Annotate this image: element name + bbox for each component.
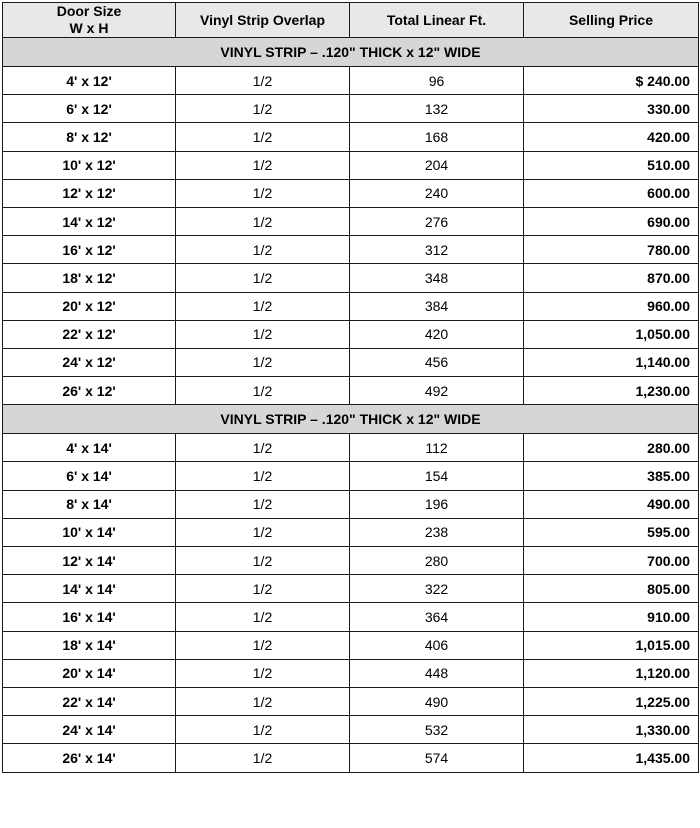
overlap-cell: 1/2 — [176, 716, 350, 744]
overlap-cell: 1/2 — [176, 377, 350, 405]
overlap-cell: 1/2 — [176, 348, 350, 376]
table-row — [3, 603, 699, 631]
table-header — [3, 3, 699, 38]
table-body — [3, 38, 699, 773]
door-size-cell: 22' x 12' — [3, 320, 176, 348]
selling-price-cell: 690.00 — [524, 207, 699, 235]
linear-ft-cell: 276 — [350, 207, 524, 235]
overlap-cell: 1/2 — [176, 179, 350, 207]
selling-price-cell: 1,230.00 — [524, 377, 699, 405]
overlap-cell: 1/2 — [176, 236, 350, 264]
door-size-cell: 26' x 12' — [3, 377, 176, 405]
door-size-cell: 20' x 14' — [3, 659, 176, 687]
linear-ft-cell: 448 — [350, 659, 524, 687]
overlap-cell: 1/2 — [176, 575, 350, 603]
linear-ft-cell: 312 — [350, 236, 524, 264]
door-size-cell: 14' x 14' — [3, 575, 176, 603]
linear-ft-cell: 112 — [350, 434, 524, 462]
overlap-cell: 1/2 — [176, 687, 350, 715]
overlap-cell: 1/2 — [176, 631, 350, 659]
section-title: VINYL STRIP – .120" THICK x 12" WIDE — [3, 38, 699, 67]
selling-price-cell: 960.00 — [524, 292, 699, 320]
door-size-cell: 18' x 14' — [3, 631, 176, 659]
selling-price-cell: 780.00 — [524, 236, 699, 264]
selling-price-cell: 910.00 — [524, 603, 699, 631]
table-row — [3, 716, 699, 744]
linear-ft-cell: 96 — [350, 67, 524, 95]
table-row — [3, 320, 699, 348]
table-row — [3, 687, 699, 715]
overlap-cell: 1/2 — [176, 264, 350, 292]
overlap-cell: 1/2 — [176, 547, 350, 575]
table-row — [3, 462, 699, 490]
overlap-cell: 1/2 — [176, 462, 350, 490]
table-row — [3, 518, 699, 546]
selling-price-cell: 490.00 — [524, 490, 699, 518]
header-linear-ft: Total Linear Ft. — [350, 3, 524, 38]
linear-ft-cell: 204 — [350, 151, 524, 179]
selling-price-cell: 420.00 — [524, 123, 699, 151]
table-row — [3, 490, 699, 518]
linear-ft-cell: 154 — [350, 462, 524, 490]
linear-ft-cell: 132 — [350, 95, 524, 123]
overlap-cell: 1/2 — [176, 95, 350, 123]
door-size-cell: 12' x 12' — [3, 179, 176, 207]
selling-price-cell: 1,050.00 — [524, 320, 699, 348]
header-door-size-line1: Door Size — [56, 3, 122, 19]
header-door-size — [3, 3, 176, 38]
door-size-cell: 10' x 14' — [3, 518, 176, 546]
table-row — [3, 631, 699, 659]
table-row — [3, 348, 699, 376]
selling-price-cell: 600.00 — [524, 179, 699, 207]
table-row — [3, 434, 699, 462]
door-size-cell: 6' x 12' — [3, 95, 176, 123]
table-row — [3, 151, 699, 179]
selling-price-cell: 1,225.00 — [524, 687, 699, 715]
selling-price-cell: 280.00 — [524, 434, 699, 462]
selling-price-cell: 1,120.00 — [524, 659, 699, 687]
overlap-cell: 1/2 — [176, 744, 350, 772]
overlap-cell: 1/2 — [176, 603, 350, 631]
table-row — [3, 95, 699, 123]
selling-price-cell: 870.00 — [524, 264, 699, 292]
linear-ft-cell: 238 — [350, 518, 524, 546]
table-row — [3, 179, 699, 207]
header-row — [3, 3, 699, 38]
overlap-cell: 1/2 — [176, 490, 350, 518]
door-size-cell: 4' x 12' — [3, 67, 176, 95]
table-row — [3, 264, 699, 292]
table-row — [3, 292, 699, 320]
door-size-cell: 24' x 12' — [3, 348, 176, 376]
selling-price-cell: 1,330.00 — [524, 716, 699, 744]
door-size-cell: 16' x 12' — [3, 236, 176, 264]
overlap-cell: 1/2 — [176, 123, 350, 151]
linear-ft-cell: 322 — [350, 575, 524, 603]
door-size-cell: 26' x 14' — [3, 744, 176, 772]
linear-ft-cell: 364 — [350, 603, 524, 631]
linear-ft-cell: 532 — [350, 716, 524, 744]
price-table — [2, 2, 699, 773]
header-overlap: Vinyl Strip Overlap — [176, 3, 350, 38]
selling-price-cell: 385.00 — [524, 462, 699, 490]
section-header-row — [3, 38, 699, 67]
selling-price-cell: 1,435.00 — [524, 744, 699, 772]
overlap-cell: 1/2 — [176, 434, 350, 462]
door-size-cell: 6' x 14' — [3, 462, 176, 490]
overlap-cell: 1/2 — [176, 292, 350, 320]
table-row — [3, 744, 699, 772]
header-selling-price: Selling Price — [524, 3, 699, 38]
door-size-cell: 20' x 12' — [3, 292, 176, 320]
linear-ft-cell: 280 — [350, 547, 524, 575]
linear-ft-cell: 574 — [350, 744, 524, 772]
table-row — [3, 377, 699, 405]
linear-ft-cell: 384 — [350, 292, 524, 320]
linear-ft-cell: 456 — [350, 348, 524, 376]
door-size-cell: 8' x 14' — [3, 490, 176, 518]
selling-price-cell: 1,015.00 — [524, 631, 699, 659]
overlap-cell: 1/2 — [176, 207, 350, 235]
door-size-cell: 4' x 14' — [3, 434, 176, 462]
table-row — [3, 123, 699, 151]
overlap-cell: 1/2 — [176, 151, 350, 179]
selling-price-cell: 330.00 — [524, 95, 699, 123]
linear-ft-cell: 348 — [350, 264, 524, 292]
linear-ft-cell: 420 — [350, 320, 524, 348]
door-size-cell: 8' x 12' — [3, 123, 176, 151]
overlap-cell: 1/2 — [176, 518, 350, 546]
linear-ft-cell: 168 — [350, 123, 524, 151]
linear-ft-cell: 492 — [350, 377, 524, 405]
selling-price-cell: 700.00 — [524, 547, 699, 575]
door-size-cell: 12' x 14' — [3, 547, 176, 575]
table-row — [3, 659, 699, 687]
door-size-cell: 18' x 12' — [3, 264, 176, 292]
linear-ft-cell: 196 — [350, 490, 524, 518]
header-door-size-line2: W x H — [69, 20, 109, 36]
table-row — [3, 207, 699, 235]
selling-price-cell: 510.00 — [524, 151, 699, 179]
door-size-cell: 10' x 12' — [3, 151, 176, 179]
table-row — [3, 236, 699, 264]
selling-price-cell: 1,140.00 — [524, 348, 699, 376]
door-size-cell: 16' x 14' — [3, 603, 176, 631]
linear-ft-cell: 490 — [350, 687, 524, 715]
section-title: VINYL STRIP – .120" THICK x 12" WIDE — [3, 405, 699, 434]
door-size-cell: 14' x 12' — [3, 207, 176, 235]
selling-price-cell: 595.00 — [524, 518, 699, 546]
door-size-cell: 24' x 14' — [3, 716, 176, 744]
selling-price-cell: $ 240.00 — [524, 67, 699, 95]
section-header-row — [3, 405, 699, 434]
overlap-cell: 1/2 — [176, 659, 350, 687]
linear-ft-cell: 406 — [350, 631, 524, 659]
door-size-cell: 22' x 14' — [3, 687, 176, 715]
selling-price-cell: 805.00 — [524, 575, 699, 603]
overlap-cell: 1/2 — [176, 67, 350, 95]
overlap-cell: 1/2 — [176, 320, 350, 348]
table-row — [3, 67, 699, 95]
table-row — [3, 575, 699, 603]
table-row — [3, 547, 699, 575]
linear-ft-cell: 240 — [350, 179, 524, 207]
